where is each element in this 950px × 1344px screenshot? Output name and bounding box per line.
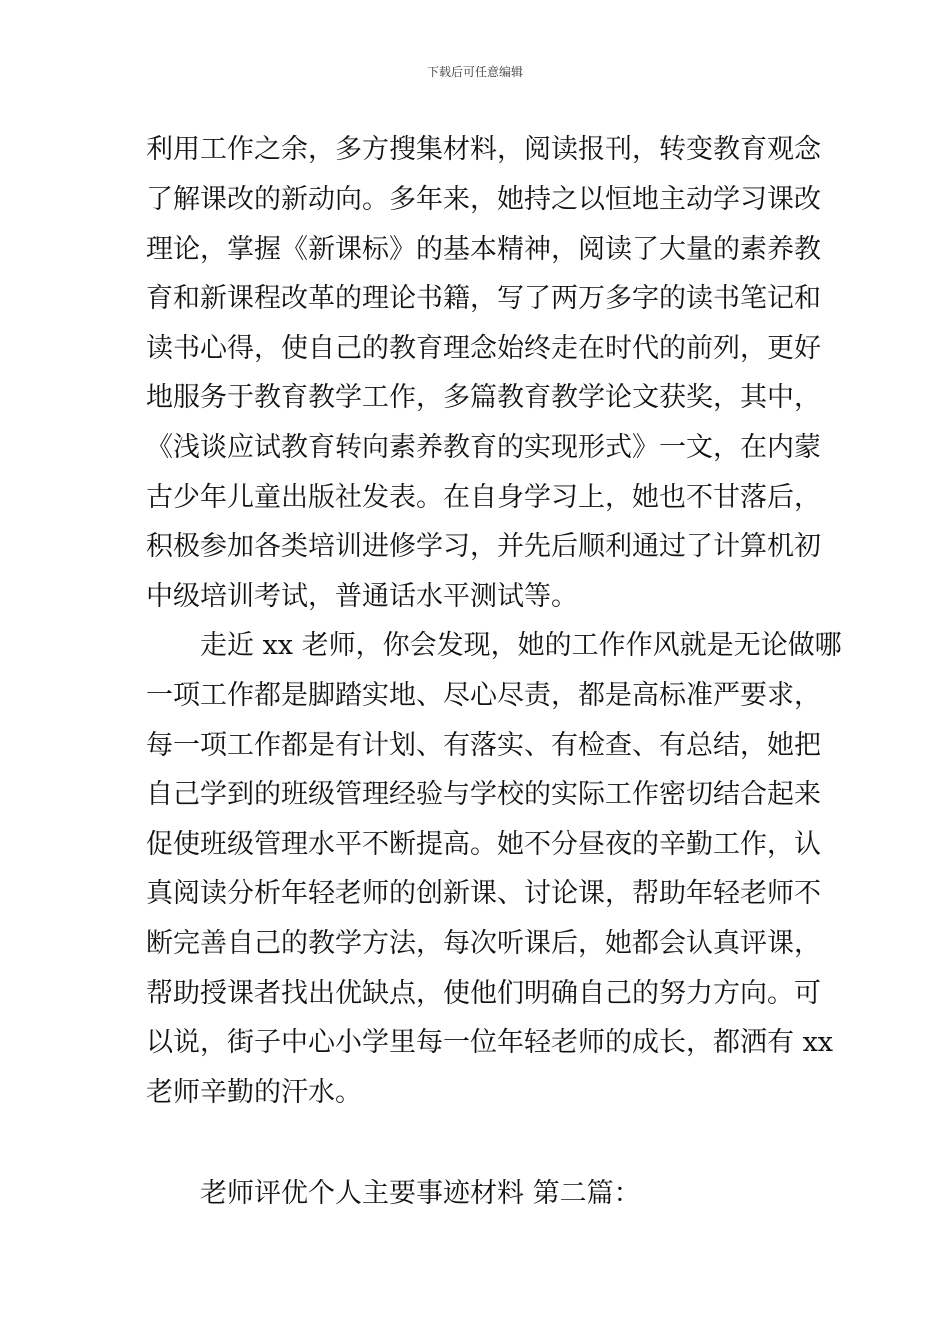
text-line: 帮助授课者找出优缺点，使他们明确自己的努力方向。可 — [146, 978, 821, 1009]
text-line: 了解课改的新动向。多年来，她持之以恒地主动学习课改 — [146, 184, 821, 215]
text-line: 断完善自己的教学方法，每次听课后，她都会认真评课， — [146, 928, 821, 959]
text-line: 中级培训考试，普通话水平测试等。 — [146, 581, 578, 612]
text-line: 一项工作都是脚踏实地、尽心尽责，都是高标准严要求， — [146, 680, 821, 711]
text-line: 积极参加各类培训进修学习，并先后顺利通过了计算机初 — [146, 531, 821, 562]
text-line: 地服务于教育教学工作，多篇教育教学论文获奖，其中， — [146, 382, 821, 413]
text-line: 每一项工作都是有计划、有落实、有检查、有总结，她把 — [146, 730, 821, 761]
text-line: 育和新课程改革的理论书籍，写了两万多字的读书笔记和 — [146, 283, 821, 314]
text-line: 理论，掌握《新课标》的基本精神，阅读了大量的素养教 — [146, 234, 821, 265]
paragraph-first-line: 走近 xx 老师，你会发现，她的工作作风就是无论做哪 — [200, 630, 842, 661]
text-line: 古少年儿童出版社发表。在自身学习上，她也不甘落后， — [146, 482, 821, 513]
text-line: 真阅读分析年轻老师的创新课、讨论课，帮助年轻老师不 — [146, 878, 821, 909]
text-line: 《浅谈应试教育转向素养教育的实现形式》一文，在内蒙 — [146, 432, 821, 463]
text-line: 利用工作之余，多方搜集材料，阅读报刊，转变教育观念 — [146, 134, 821, 165]
text-line: 读书心得，使自己的教育理念始终走在时代的前列，更好 — [146, 333, 821, 364]
text-line: 以说，街子中心小学里每一位年轻老师的成长，都洒有 xx — [146, 1027, 834, 1058]
section-heading: 老师评优个人主要事迹材料 第二篇： — [200, 1178, 641, 1209]
text-line: 自己学到的班级管理经验与学校的实际工作密切结合起来 — [146, 779, 821, 810]
page-header: 下载后可任意编辑 — [426, 65, 523, 79]
text-line: 老师辛勤的汗水。 — [146, 1077, 362, 1108]
text-line: 促使班级管理水平不断提高。她不分昼夜的辛勤工作，认 — [146, 829, 821, 860]
